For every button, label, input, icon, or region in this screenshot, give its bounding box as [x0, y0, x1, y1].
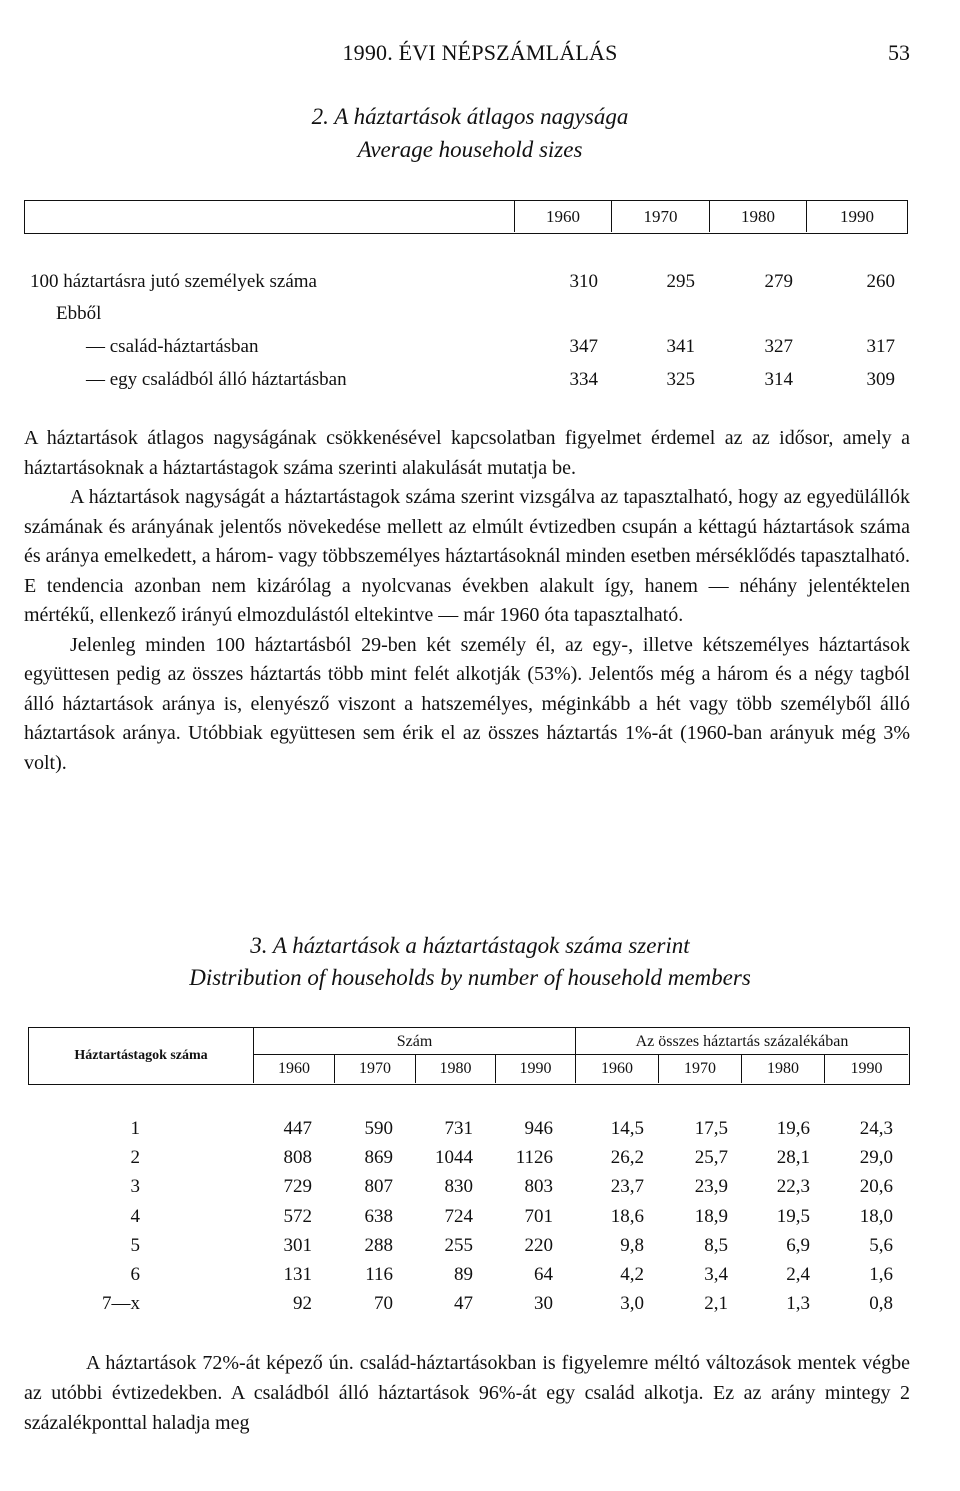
table3-header: [28, 1027, 910, 1085]
count-cell: 946: [524, 1118, 553, 1139]
count-cell: 1126: [515, 1147, 553, 1169]
value-cell: 314: [764, 369, 793, 390]
percent-cell: 19,5: [776, 1205, 810, 1227]
table-row: [30, 271, 910, 301]
paragraph: A háztartások átlagos nagyságának csökkenésével kapcsolatban figyelmet érdemel az az idősor, amely a háztartásoknak a háztartástagok száma szerinti alakulását mutatja be.: [24, 427, 910, 479]
row-label: — egy családból álló háztartásban: [86, 369, 347, 390]
percent-cell: 18,9: [694, 1205, 728, 1227]
row-label: — család-háztartásban: [86, 336, 259, 357]
stub-header: Háztartástagok száma: [74, 1048, 208, 1063]
percent-cell: 0,8: [869, 1293, 893, 1315]
percent-cell: 1,3: [786, 1293, 810, 1315]
percent-cell: 22,3: [776, 1176, 810, 1198]
value-cell: 310: [569, 271, 598, 292]
table2-col-1970: 1970: [611, 201, 709, 232]
count-cell: 301: [283, 1234, 312, 1256]
count-cell: 255: [444, 1234, 473, 1256]
year-header: 1990: [495, 1055, 575, 1083]
table-row: [30, 369, 910, 399]
value-cell: 347: [569, 336, 598, 357]
percent-cell: 20,6: [859, 1176, 893, 1198]
row-label: 6: [130, 1264, 140, 1285]
table2-col-1960: 1960: [514, 201, 611, 232]
percent-cell: 18,6: [610, 1205, 644, 1227]
count-cell: 64: [534, 1264, 553, 1285]
percent-cell: 23,7: [610, 1176, 644, 1198]
count-cell: 731: [444, 1118, 473, 1139]
row-label: 2: [130, 1147, 140, 1169]
page-number: 53: [888, 40, 910, 65]
percent-cell: 17,5: [694, 1118, 728, 1139]
count-cell: 808: [283, 1147, 312, 1169]
percent-cell: 25,7: [694, 1147, 728, 1169]
row-label: 5: [130, 1234, 140, 1256]
paragraph: A háztartások 72%-át képező ún. család-háztartásokban is figyelemre méltó változások mentek végbe az utóbbi évtizedekben. A családból álló háztartások 96%-át egy család alkotja. Ez az arány mintegy 2 százalékponttal haladja meg: [24, 1352, 910, 1434]
value-cell: 334: [569, 369, 598, 390]
table-row: [28, 1118, 910, 1147]
value-cell: 317: [866, 336, 895, 357]
value-cell: 260: [866, 271, 895, 292]
value-cell: 279: [764, 271, 793, 292]
count-cell: 89: [454, 1264, 473, 1285]
value-cell: 341: [666, 336, 695, 357]
group-header-percent: Az összes háztartás százalékában: [575, 1028, 908, 1055]
count-cell: 70: [374, 1293, 393, 1315]
body-text: [24, 424, 910, 778]
count-cell: 30: [534, 1293, 553, 1315]
table-row: [30, 336, 910, 366]
table2-title: 2. A háztartások átlagos nagysága: [311, 104, 629, 129]
table-row: [28, 1235, 910, 1264]
percent-cell: 4,2: [620, 1264, 644, 1285]
count-cell: 869: [364, 1147, 393, 1169]
year-header: 1970: [658, 1055, 741, 1083]
percent-cell: 2,1: [704, 1293, 728, 1315]
count-cell: 803: [524, 1176, 553, 1198]
count-cell: 807: [364, 1176, 393, 1198]
year-header: 1970: [334, 1055, 415, 1083]
group-header-count: Szám: [253, 1028, 575, 1055]
percent-cell: 19,6: [776, 1118, 810, 1139]
count-cell: 830: [444, 1176, 473, 1198]
table-row: [28, 1264, 910, 1293]
count-cell: 729: [283, 1176, 312, 1198]
value-cell: 295: [666, 271, 695, 292]
year-header: 1980: [415, 1055, 495, 1083]
row-label: Ebből: [56, 303, 102, 324]
count-cell: 131: [283, 1264, 312, 1285]
table2-col-1990: 1990: [806, 201, 907, 232]
percent-cell: 14,5: [610, 1118, 644, 1139]
year-header: 1990: [824, 1055, 908, 1083]
count-cell: 701: [524, 1205, 553, 1227]
count-cell: 724: [444, 1205, 473, 1227]
value-cell: 325: [666, 369, 695, 390]
table-row: [28, 1147, 910, 1176]
percent-cell: 26,2: [610, 1147, 644, 1169]
percent-cell: 8,5: [704, 1234, 728, 1256]
table2-subtitle: Average household sizes: [357, 137, 583, 162]
year-header: 1960: [253, 1055, 334, 1083]
percent-cell: 24,3: [859, 1118, 893, 1139]
percent-cell: 29,0: [859, 1147, 893, 1169]
count-cell: 1044: [435, 1147, 473, 1169]
count-cell: 220: [524, 1234, 553, 1256]
percent-cell: 23,9: [694, 1176, 728, 1198]
table3-title: 3. A háztartások a háztartástagok száma szerint: [250, 933, 690, 958]
count-cell: 47: [454, 1293, 473, 1315]
row-label: 1: [130, 1118, 140, 1139]
value-cell: 327: [764, 336, 793, 357]
percent-cell: 6,9: [786, 1234, 810, 1256]
table2-header: [24, 200, 908, 234]
year-header: 1960: [575, 1055, 658, 1083]
table-row: [28, 1176, 910, 1205]
row-label: 3: [130, 1176, 140, 1198]
percent-cell: 28,1: [776, 1147, 810, 1169]
row-label: 7—x: [102, 1293, 140, 1315]
count-cell: 116: [365, 1264, 393, 1285]
table2-col-1980: 1980: [709, 201, 806, 232]
percent-cell: 1,6: [869, 1264, 893, 1285]
table-row: [28, 1293, 910, 1322]
count-cell: 288: [364, 1234, 393, 1256]
count-cell: 590: [364, 1118, 393, 1139]
percent-cell: 9,8: [620, 1234, 644, 1256]
count-cell: 638: [364, 1205, 393, 1227]
table-row: [28, 1206, 910, 1235]
paragraph: A háztartások nagyságát a háztartástagok száma szerint vizsgálva az tapasztalható, hogy az egyedülállók számának és arányának jelentős növekedése mellett az elmúlt évtizedben csupán a kéttagú háztartások száma és aránya emelkedett, a három- vagy többszemélyes háztartásoknál minden esetben mérséklődés tapasztalható. E tendencia azonban nem kizárólag a nyolcvanas években alakult így, hanem — néhány jelentéktelen mértékű, ellenkező irányú elmozdulástól eltekintve — már 1960 óta tapasztalható.: [24, 486, 910, 626]
count-cell: 92: [293, 1293, 312, 1315]
table3-subtitle: Distribution of households by number of household members: [189, 965, 751, 990]
percent-cell: 3,4: [704, 1264, 728, 1285]
percent-cell: 18,0: [859, 1205, 893, 1227]
table-row: [30, 303, 910, 333]
percent-cell: 3,0: [620, 1293, 644, 1315]
row-label: 100 háztartásra jutó személyek száma: [30, 271, 317, 292]
paragraph: Jelenleg minden 100 háztartásból 29-ben két személy él, az egy-, illetve kétszemélyes háztartások együttesen pedig az összes háztartás több mint felét alkotják (53%). Jelentős még a három és a négy tagból álló háztartások aránya is, elenyésző viszont a hatszemélyes, méginkább a hét vagy több személyből álló háztartások aránya. Utóbbiak együttesen sem érik el az összes háztartás 1%-át (1960-ban arányuk még 3% volt).: [24, 633, 910, 774]
closing-text: [24, 1348, 910, 1438]
row-label: 4: [130, 1205, 140, 1227]
count-cell: 572: [283, 1205, 312, 1227]
year-header: 1980: [741, 1055, 824, 1083]
count-cell: 447: [283, 1118, 312, 1139]
value-cell: 309: [866, 369, 895, 390]
running-title: 1990. ÉVI NÉPSZÁMLÁLÁS: [342, 40, 618, 65]
percent-cell: 2,4: [786, 1264, 810, 1285]
percent-cell: 5,6: [869, 1234, 893, 1256]
